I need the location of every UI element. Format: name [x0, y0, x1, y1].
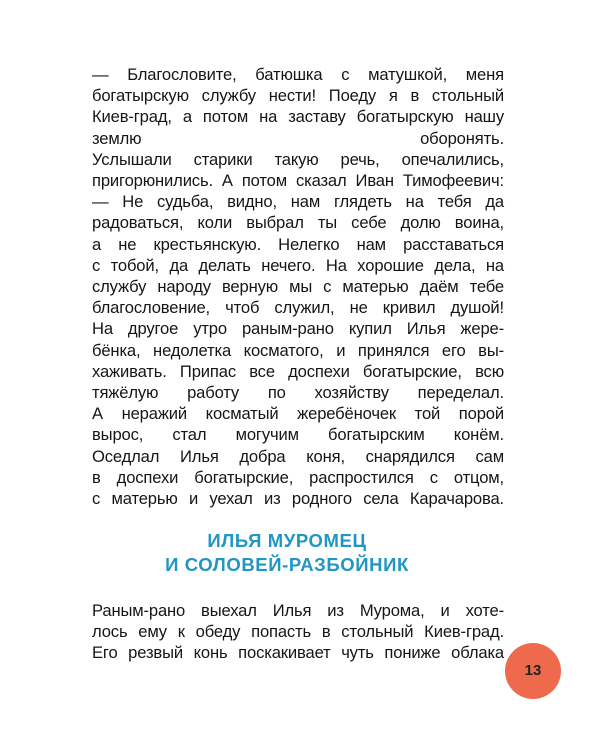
story-text-bottom [70, 600, 504, 664]
text-line: благословение, чтоб служил, не кривил душой! [92, 298, 504, 318]
text-line: А неражий косматый жеребёночек той порой [92, 404, 504, 424]
text-line: службу народу верную мы с матерью даём тебе [92, 277, 504, 297]
text-line: землю оборонять. [92, 128, 504, 148]
text-line: с матерью и уехал из родного села Карачарова. [92, 489, 504, 509]
text-line: радоваться, коли выбрал ты себе долю воина, [92, 213, 504, 233]
text-line: Киев-град, а потом на заставу богатырскую нашу [92, 107, 504, 127]
text-line: Раным-рано выехал Илья из Мурома, и хоте- [92, 601, 504, 620]
text-line: Оседлал Илья добра коня, снарядился сам [92, 446, 504, 466]
text-line: Его резвый конь поскакивает чуть пониже облака [92, 643, 504, 663]
story-text-top [70, 64, 504, 509]
text-line: На другое утро раным-рано купил Илья жере- [92, 319, 504, 339]
paragraph-foal [70, 318, 504, 403]
chapter-title-line-2: И СОЛОВЕЙ-РАЗБОЙНИК [165, 554, 409, 575]
text-line: тяжёлую работу по хозяйству переделал. [92, 383, 504, 403]
text-line: вырос, стал могучим богатырским конём. [92, 425, 504, 445]
paragraph-horse-grew [70, 403, 504, 445]
page-number: 13 [524, 662, 542, 679]
paragraph-elders-grieve [70, 149, 504, 191]
paragraph-departure [70, 446, 504, 510]
text-line: в доспехи богатырские, распростился с отцом, [92, 467, 504, 487]
page-number-badge [505, 643, 561, 699]
paragraph-ride-from-murom [70, 600, 504, 664]
text-line: пригорюнились. А потом сказал Иван Тимофеевич: [92, 171, 504, 191]
text-line: с тобой, да делать нечего. На хорошие дела, на [92, 255, 504, 275]
chapter-title [70, 529, 504, 577]
text-line: богатырскую службу нести! Поеду я в стольный [92, 86, 504, 106]
text-line: — Благословите, батюшка с матушкой, меня [92, 65, 504, 84]
chapter-title-line-1: ИЛЬЯ МУРОМЕЦ [207, 530, 367, 551]
text-line: а не крестьянскую. Нелегко нам расставаться [92, 234, 504, 254]
text-line: бёнка, недолетка косматого, и принялся его вы- [92, 340, 504, 360]
text-line: лось ему к обеду попасть в стольный Киев-град. [92, 622, 504, 642]
paragraph-blessing-request [70, 64, 504, 149]
text-line: Услышали старики такую речь, опечалились, [92, 149, 504, 169]
text-line: — Не судьба, видно, нам глядеть на тебя да [92, 192, 504, 212]
text-line: хаживать. Припас все доспехи богатырские, всю [92, 361, 504, 381]
paragraph-father-speech [70, 191, 504, 318]
